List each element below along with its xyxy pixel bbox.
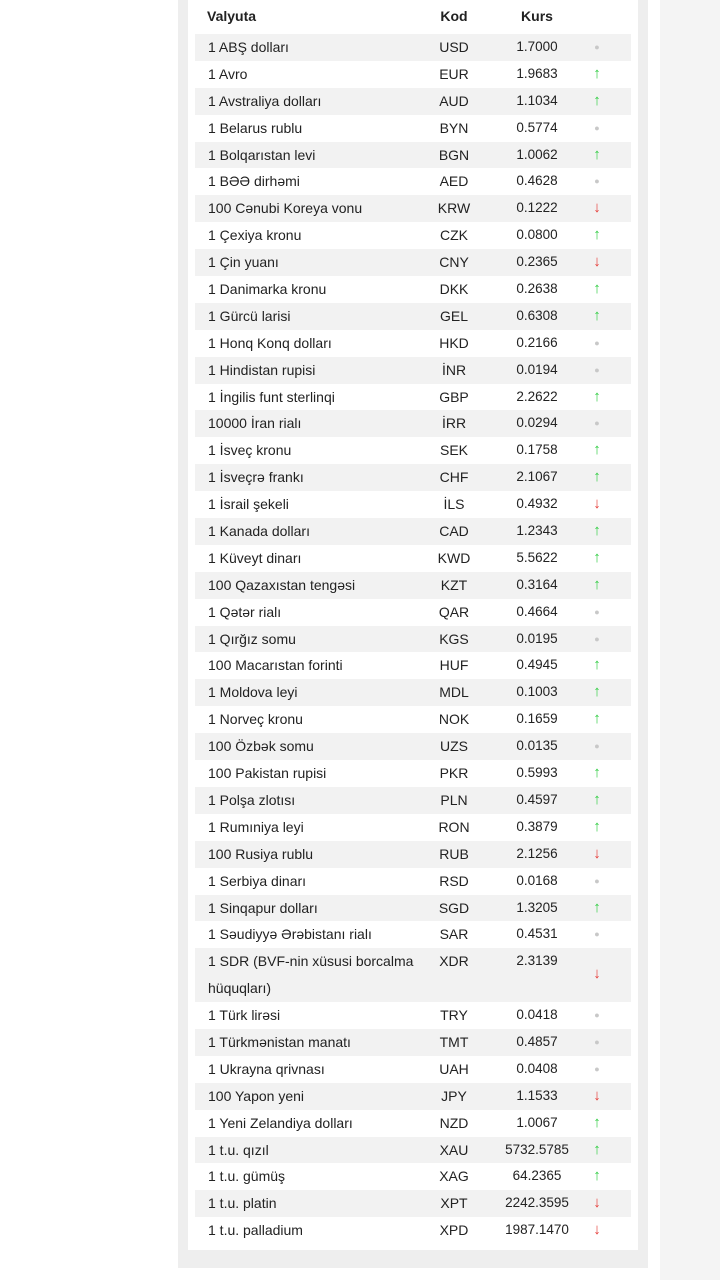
arrow-up-icon: ↑	[593, 764, 601, 782]
exchange-rate: 2.1256	[516, 845, 558, 861]
currency-name: 1 Qırğız somu	[208, 630, 296, 647]
exchange-rate: 0.4857	[516, 1033, 558, 1049]
exchange-rate: 0.5774	[516, 119, 558, 135]
currency-code: XPD	[439, 1222, 469, 1239]
exchange-rate: 0.3879	[516, 818, 558, 834]
table-row	[195, 787, 631, 814]
exchange-rate: 1.7000	[516, 39, 558, 54]
table-row	[195, 733, 631, 760]
arrow-down-icon: ↓	[593, 199, 601, 217]
arrow-down-icon: ↓	[593, 844, 601, 862]
table-row	[195, 1029, 631, 1056]
currency-code: HUF	[439, 657, 469, 674]
currency-code: İNR	[441, 361, 467, 378]
table-row	[195, 357, 631, 384]
currency-code: İRR	[441, 415, 467, 432]
currency-name: 1 Polşa zlotısı	[208, 791, 296, 808]
arrow-up-icon: ↑	[593, 387, 601, 405]
exchange-rate: 0.0294	[516, 415, 558, 431]
exchange-rate: 0.4597	[516, 791, 558, 807]
exchange-rate: 0.0195	[516, 630, 558, 646]
currency-name: 1 Yeni Zelandiya dolları	[208, 1114, 353, 1131]
table-row	[195, 706, 631, 733]
table-row	[195, 1002, 631, 1029]
arrow-down-icon: ↓	[593, 253, 601, 271]
table-row	[195, 895, 631, 922]
currency-code: SGD	[438, 899, 470, 916]
exchange-rate: 0.0194	[516, 361, 558, 377]
table-row	[195, 1163, 631, 1190]
exchange-rate: 0.0418	[516, 1007, 558, 1023]
dot-icon: ●	[594, 418, 600, 429]
table-row	[195, 249, 631, 276]
currency-name: 1 Türk lirəsi	[208, 1007, 281, 1024]
currency-name: 1 Kanada dolları	[208, 523, 310, 540]
dot-icon: ●	[594, 42, 600, 52]
currency-name: 1 Bolqarıstan levi	[208, 146, 316, 163]
currency-code: CAD	[439, 523, 469, 540]
currency-code: NZD	[439, 1114, 469, 1131]
currency-name: 1 Hindistan rupisi	[208, 361, 316, 378]
table-row	[195, 518, 631, 545]
table-row	[195, 142, 631, 169]
header-currency: Valyuta	[207, 8, 257, 24]
arrow-up-icon: ↑	[593, 91, 601, 109]
currency-code: PKR	[439, 765, 469, 782]
currency-name: 1 Gürcü larisi	[208, 307, 291, 324]
arrow-up-icon: ↑	[593, 64, 601, 82]
exchange-rate: 0.2365	[516, 254, 558, 270]
arrow-up-icon: ↑	[593, 575, 601, 593]
table-row	[195, 868, 631, 895]
currency-name: 1 Çexiya kronu	[208, 227, 302, 244]
currency-name: 100 Pakistan rupisi	[208, 765, 327, 782]
currency-name: 1 İsveçrə frankı	[208, 469, 304, 486]
currency-name: 1 Türkmənistan manatı	[208, 1033, 351, 1050]
exchange-rate: 64.2365	[512, 1168, 562, 1184]
arrow-up-icon: ↑	[593, 468, 601, 486]
dot-icon: ●	[594, 1063, 600, 1074]
currency-code: SAR	[439, 926, 469, 943]
table-row	[195, 464, 631, 491]
exchange-rate: 0.4628	[516, 173, 558, 189]
exchange-rate: 2242.3595	[505, 1195, 569, 1211]
exchange-rate: 0.0800	[516, 227, 558, 243]
dot-icon: ●	[594, 741, 600, 752]
currency-name: 1 Çin yuanı	[208, 254, 279, 271]
currency-code: NOK	[438, 711, 470, 728]
currency-name: 1 t.u. qızıl	[208, 1141, 269, 1158]
table-row	[195, 195, 631, 222]
arrow-down-icon: ↓	[593, 965, 601, 983]
currency-name: 1 Ukrayna qrivnası	[208, 1060, 325, 1077]
exchange-rate: 2.3139	[516, 953, 558, 969]
table-row	[195, 626, 631, 653]
currency-code: GEL	[439, 307, 468, 324]
currency-code: KGS	[439, 630, 469, 647]
exchange-rate: 5732.5785	[505, 1141, 569, 1157]
arrow-up-icon: ↑	[593, 226, 601, 244]
currency-name: 1 İsrail şekeli	[208, 496, 289, 513]
table-row	[195, 115, 631, 142]
arrow-up-icon: ↑	[593, 1113, 601, 1131]
arrow-up-icon: ↑	[593, 790, 601, 808]
currency-code: PLN	[440, 791, 468, 808]
table-row	[195, 61, 631, 88]
currency-name: 100 Yapon yeni	[208, 1087, 305, 1104]
exchange-rate: 1.9683	[516, 65, 558, 81]
table-row	[195, 303, 631, 330]
currency-name: 1 ABŞ dolları	[208, 39, 289, 55]
currency-code: RSD	[439, 872, 469, 889]
exchange-rate: 0.4932	[516, 496, 558, 512]
dot-icon: ●	[594, 176, 600, 187]
currency-code: UZS	[440, 738, 468, 755]
table-row	[195, 1190, 631, 1217]
arrow-up-icon: ↑	[593, 522, 601, 540]
currency-code: MDL	[439, 684, 469, 701]
exchange-rate: 0.2166	[516, 334, 558, 350]
currency-code: GBP	[439, 388, 469, 405]
currency-code: XDR	[439, 953, 469, 970]
currency-code: XAU	[439, 1141, 469, 1158]
header-code: Kod	[440, 8, 468, 24]
currency-code: USD	[439, 39, 469, 55]
exchange-rate: 0.3164	[516, 576, 558, 592]
arrow-down-icon: ↓	[593, 1194, 601, 1212]
currency-name: 1 Avro	[208, 65, 248, 82]
currency-code: KZT	[440, 576, 468, 593]
table-row	[195, 572, 631, 599]
table-row	[195, 34, 631, 61]
currency-code: RUB	[439, 845, 469, 862]
currency-code: KWD	[437, 549, 471, 566]
arrow-down-icon: ↓	[593, 495, 601, 513]
exchange-rate: 0.2638	[516, 281, 558, 297]
currency-code: AED	[439, 173, 469, 190]
right-gutter	[660, 0, 720, 1280]
arrow-up-icon: ↑	[593, 548, 601, 566]
table-row	[195, 1217, 631, 1244]
header-rate: Kurs	[521, 8, 553, 24]
table-row	[195, 222, 631, 249]
exchange-rate: 2.2622	[516, 388, 558, 404]
currency-name: 1 t.u. palladium	[208, 1222, 303, 1239]
currency-rows	[195, 34, 631, 1244]
arrow-up-icon: ↑	[593, 1140, 601, 1158]
currency-code: BGN	[438, 146, 470, 163]
arrow-up-icon: ↑	[593, 441, 601, 459]
currency-name: 100 Cənubi Koreya vonu	[208, 200, 363, 217]
currency-name: 10000 İran rialı	[208, 415, 302, 432]
currency-code: EUR	[439, 65, 469, 82]
table-row	[195, 168, 631, 195]
table-row	[195, 1110, 631, 1137]
table-row	[195, 88, 631, 115]
currency-code: QAR	[438, 603, 470, 620]
table-row	[195, 330, 631, 357]
table-row	[195, 760, 631, 787]
table-row	[195, 814, 631, 841]
dot-icon: ●	[594, 606, 600, 617]
currency-code: SEK	[439, 442, 468, 459]
arrow-up-icon: ↑	[593, 683, 601, 701]
currency-name: 1 t.u. platin	[208, 1195, 277, 1212]
table-row	[195, 545, 631, 572]
currency-code: CNY	[439, 254, 469, 271]
table-row	[195, 921, 631, 948]
currency-name: 1 İngilis funt sterlinqi	[208, 388, 335, 405]
table-row	[195, 1083, 631, 1110]
currency-code: RON	[438, 818, 470, 835]
exchange-rate: 0.0135	[516, 738, 558, 754]
arrow-up-icon: ↑	[593, 145, 601, 163]
arrow-up-icon: ↑	[593, 817, 601, 835]
currency-name: 1 t.u. gümüş	[208, 1168, 286, 1185]
currency-code: DKK	[439, 281, 469, 298]
currency-name: 1 Qətər rialı	[208, 603, 282, 620]
currency-name: 1 Honq Konq dolları	[208, 334, 332, 351]
currency-name: 1 Avstraliya dolları	[208, 92, 322, 109]
arrow-up-icon: ↑	[593, 306, 601, 324]
dot-icon: ●	[594, 929, 600, 940]
currency-name: 1 BƏƏ dirhəmi	[208, 173, 300, 190]
arrow-up-icon: ↑	[593, 656, 601, 674]
currency-code: TRY	[440, 1007, 468, 1024]
dot-icon: ●	[594, 364, 600, 375]
dot-icon: ●	[594, 875, 600, 886]
currency-name: 100 Macarıstan forinti	[208, 657, 343, 674]
currency-code: İLS	[443, 496, 465, 513]
currency-code: UAH	[439, 1060, 469, 1077]
table-row	[195, 1137, 631, 1164]
exchange-rate: 1.2343	[516, 523, 558, 539]
exchange-rate: 0.1758	[516, 442, 558, 458]
arrow-down-icon: ↓	[593, 1221, 601, 1239]
currency-name: 100 Qazaxıstan tengəsi	[208, 576, 356, 593]
currency-name: 100 Rusiya rublu	[208, 845, 314, 862]
exchange-rate: 2.1067	[516, 469, 558, 485]
currency-name: 1 Rumıniya leyi	[208, 818, 304, 835]
arrow-down-icon: ↓	[593, 1086, 601, 1104]
arrow-up-icon: ↑	[593, 1167, 601, 1185]
currency-code: CHF	[439, 469, 469, 486]
exchange-rate: 0.0168	[516, 872, 558, 888]
exchange-rate: 0.4531	[516, 926, 558, 942]
table-row	[195, 1056, 631, 1083]
exchange-rate: 1.0062	[516, 146, 558, 162]
exchange-rate: 0.4664	[516, 603, 558, 619]
currency-name: 1 Belarus rublu	[208, 119, 303, 136]
currency-code: JPY	[441, 1087, 467, 1104]
arrow-up-icon: ↑	[593, 280, 601, 298]
currency-name: 100 Özbək somu	[208, 738, 314, 755]
dot-icon: ●	[594, 1010, 600, 1021]
currency-code: XAG	[439, 1168, 469, 1185]
currency-code: CZK	[440, 227, 468, 244]
exchange-rate: 0.1659	[516, 711, 558, 727]
exchange-rate: 0.0408	[516, 1060, 558, 1076]
exchange-rate: 1.3205	[516, 899, 558, 915]
table-row	[195, 384, 631, 411]
exchange-rate: 1987.1470	[505, 1222, 569, 1238]
exchange-rate: 0.6308	[516, 307, 558, 323]
currency-code: KRW	[437, 200, 471, 217]
exchange-rate: 0.4945	[516, 657, 558, 673]
currency-name: 1 Norveç kronu	[208, 711, 303, 728]
currency-code: BYN	[439, 119, 469, 136]
dot-icon: ●	[594, 122, 600, 133]
table-row	[195, 652, 631, 679]
currency-name: 1 Moldova leyi	[208, 684, 298, 701]
arrow-up-icon: ↑	[593, 898, 601, 916]
arrow-up-icon: ↑	[593, 710, 601, 728]
dot-icon: ●	[594, 1036, 600, 1047]
exchange-rate: 0.5993	[516, 765, 558, 781]
dot-icon: ●	[594, 337, 600, 348]
currency-name: 1 Küveyt dinarı	[208, 549, 302, 566]
currency-code: TMT	[439, 1033, 469, 1050]
table-row	[195, 948, 631, 1002]
currency-name: 1 Serbiya dinarı	[208, 872, 307, 889]
table-row	[195, 410, 631, 437]
currency-name: 1 Sinqapur dolları	[208, 899, 318, 916]
dot-icon: ●	[594, 633, 600, 644]
currency-code: AUD	[439, 92, 469, 109]
currency-name: 1 İsveç kronu	[208, 442, 292, 459]
exchange-rate: 1.1533	[516, 1087, 558, 1103]
table-row	[195, 437, 631, 464]
table-row	[195, 599, 631, 626]
table-row	[195, 276, 631, 303]
table-row	[195, 491, 631, 518]
table-header	[195, 4, 631, 30]
table-row	[195, 841, 631, 868]
currency-code: XPT	[440, 1195, 468, 1212]
currency-name: 1 SDR (BVF-nin xüsusi borcalma hüquqları)	[208, 953, 414, 997]
currency-name: 1 Danimarka kronu	[208, 281, 327, 298]
currency-code: HKD	[439, 334, 469, 351]
exchange-rate: 0.1003	[516, 684, 558, 700]
exchange-rate: 1.1034	[516, 92, 558, 108]
table-row	[195, 679, 631, 706]
exchange-rate: 5.5622	[516, 549, 558, 565]
exchange-rate: 0.1222	[516, 200, 558, 216]
exchange-rate: 1.0067	[516, 1114, 558, 1130]
currency-name: 1 Səudiyyə Ərəbistanı rialı	[208, 926, 372, 943]
